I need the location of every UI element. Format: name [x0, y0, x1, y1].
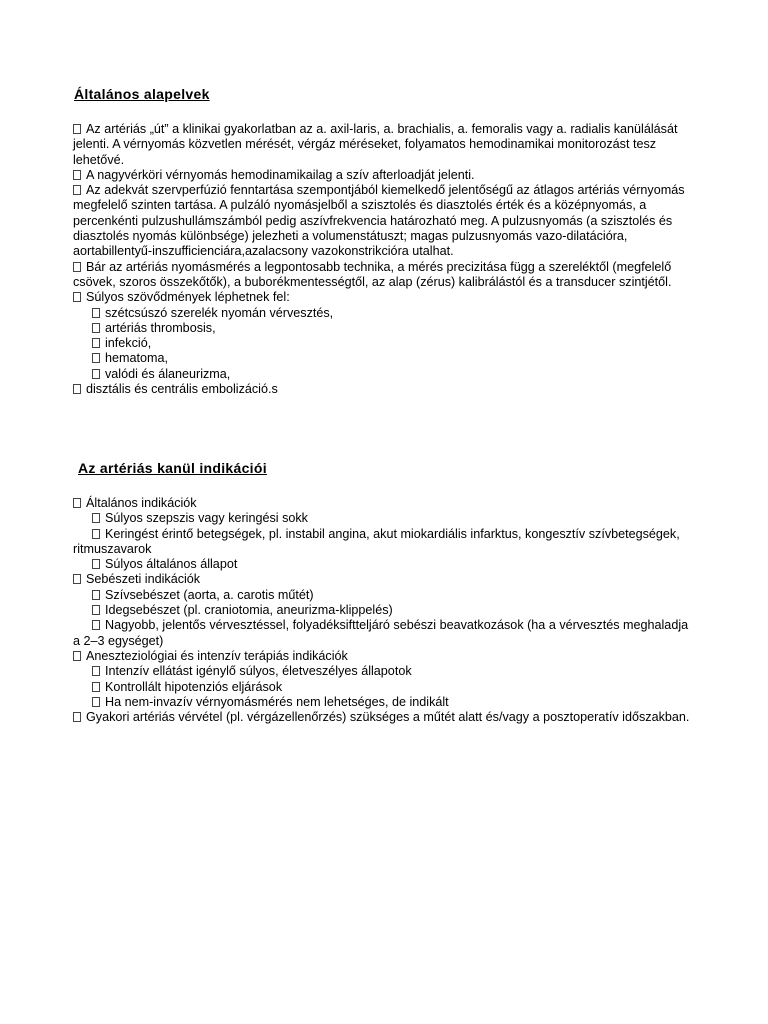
list-item — [73, 680, 695, 695]
bullet-box-icon — [92, 369, 100, 379]
paragraph — [73, 122, 695, 168]
bullet-box-icon — [92, 620, 100, 630]
list-group-title-text: Aneszteziológiai és intenzív terápiás indikációk — [86, 648, 348, 663]
bullet-box-icon — [73, 170, 81, 180]
list-item — [73, 511, 695, 526]
paragraph-text: A nagyvérköri vérnyomás hemodinamikailag a szív afterloadját jelenti. — [86, 167, 475, 182]
bullet-box-icon — [92, 353, 100, 363]
paragraph — [73, 183, 695, 259]
list-group-title-text: Általános indikációk — [86, 496, 197, 510]
paragraph-text: disztális és centrális embolizáció.s — [86, 382, 278, 397]
list-item-text: Szívsebészet (aorta, a. carotis műtét) — [105, 587, 314, 602]
bullet-box-icon — [73, 498, 81, 508]
section-heading-indications: Az artériás kanül indikációi — [78, 460, 267, 476]
list-item-text: infekció, — [105, 336, 152, 351]
bullet-box-icon — [73, 292, 81, 302]
list-group-title-text: Sebészeti indikációk — [86, 572, 201, 587]
list-item — [73, 336, 695, 351]
list-item — [73, 306, 695, 321]
list-item-text: Nagyobb, jelentős vérvesztéssel, folyadéksiftteljáró sebészi beavatkozások (ha a vérvesztés meghaladja a 2–3 egységet) — [73, 618, 689, 648]
paragraph-text: Bár az artériás nyomásmérés a legpontosabb technika, a mérés precizitása függ a szereléktől (megfelelő csövek, szoros összekőtők), a buborékmentességtől, az alap (zérus) kalibrálástól és a transducer szintjétől. — [73, 259, 672, 289]
list-item-text: Keringést érintő betegségek, pl. instabil angina, akut miokardiális infarktus, kongesztív szívbetegségek, ritmuszavarok — [73, 526, 680, 556]
list-item — [73, 367, 695, 382]
bullet-box-icon — [92, 590, 100, 600]
paragraph — [73, 260, 695, 291]
list-item-text: artériás thrombosis, — [105, 320, 216, 335]
bullet-box-icon — [92, 338, 100, 348]
bullet-box-icon — [73, 124, 81, 134]
bullet-box-icon — [92, 529, 100, 539]
bullet-box-icon — [73, 651, 81, 661]
bullet-box-icon — [73, 712, 81, 722]
bullet-box-icon — [92, 605, 100, 615]
paragraph — [73, 710, 695, 725]
list-item — [73, 664, 695, 679]
list-item — [73, 527, 695, 558]
bullet-box-icon — [73, 185, 81, 195]
paragraph — [73, 290, 695, 305]
bullet-box-icon — [92, 682, 100, 692]
paragraph-text: Gyakori artériás vérvétel (pl. vérgázellenőrzés) szükséges a műtét alatt és/vagy a posztoperatív időszakban. — [86, 710, 690, 725]
paragraph — [73, 382, 695, 397]
paragraph — [73, 168, 695, 183]
list-item-text: Kontrollált hipotenziós eljárások — [105, 679, 283, 694]
list-item-text: Súlyos szepszis vagy keringési sokk — [105, 511, 308, 526]
list-item — [73, 321, 695, 336]
section-heading-general-principles: Általános alapelvek — [74, 86, 210, 102]
section-general-principles — [73, 122, 695, 397]
bullet-box-icon — [92, 323, 100, 333]
list-item — [73, 351, 695, 366]
list-item — [73, 695, 695, 710]
list-group-title — [73, 496, 695, 511]
list-item — [73, 603, 695, 618]
bullet-box-icon — [73, 262, 81, 272]
list-item-text: Súlyos általános állapot — [105, 557, 238, 572]
bullet-box-icon — [73, 384, 81, 394]
list-item — [73, 588, 695, 603]
list-item-text: Ha nem-invazív vérnyomásmérés nem lehetséges, de indikált — [105, 694, 449, 709]
list-group-title — [73, 572, 695, 587]
bullet-box-icon — [73, 574, 81, 584]
bullet-box-icon — [92, 559, 100, 569]
list-item-text: szétcsúszó szerelék nyomán vérvesztés, — [105, 305, 334, 320]
paragraph-text: Súlyos szövődmények léphetnek fel: — [86, 290, 290, 305]
list-item — [73, 557, 695, 572]
paragraph-text: Az artériás „út” a klinikai gyakorlatban az a. axil-laris, a. brachialis, a. femoralis vagy a. radialis kanülálását jelenti. A vérnyomás közvetlen mérését, vérgáz méréseket, folyamatos hemodinamikai monitorozást tesz lehetővé. — [73, 122, 678, 167]
bullet-box-icon — [92, 666, 100, 676]
list-group-title — [73, 649, 695, 664]
list-item-text: hematoma, — [105, 351, 168, 366]
section-indications — [73, 496, 695, 725]
bullet-box-icon — [92, 513, 100, 523]
list-item-text: Intenzív ellátást igénylő súlyos, életveszélyes állapotok — [105, 664, 412, 679]
bullet-box-icon — [92, 697, 100, 707]
list-item-text: Idegsebészet (pl. craniotomia, aneurizma-klippelés) — [105, 603, 393, 618]
list-item — [73, 618, 695, 649]
list-item-text: valódi és álaneurizma, — [105, 366, 231, 381]
paragraph-text: Az adekvát szervperfúzió fenntartása szempontjából kiemelkedő jelentőségű az átlagos artériás vérnyomás megfelelő szinten tartása. A pulzáló nyomásjelből a szisztolés és diasztolés érték és a középnyomás, a percenkénti pulzushullámszámból pedig aszívfrekvencia határozható meg. A pulzusnyomás (a szisztolés és diasztolés nyomás különbsége) jelezheti a volumenstátuszt; magas pulzusnyomás vazo-dilatációra, aortabillentyű-inszufficienciára,azalacsony vazokonstrikcióra utalhat. — [73, 183, 685, 259]
bullet-box-icon — [92, 308, 100, 318]
